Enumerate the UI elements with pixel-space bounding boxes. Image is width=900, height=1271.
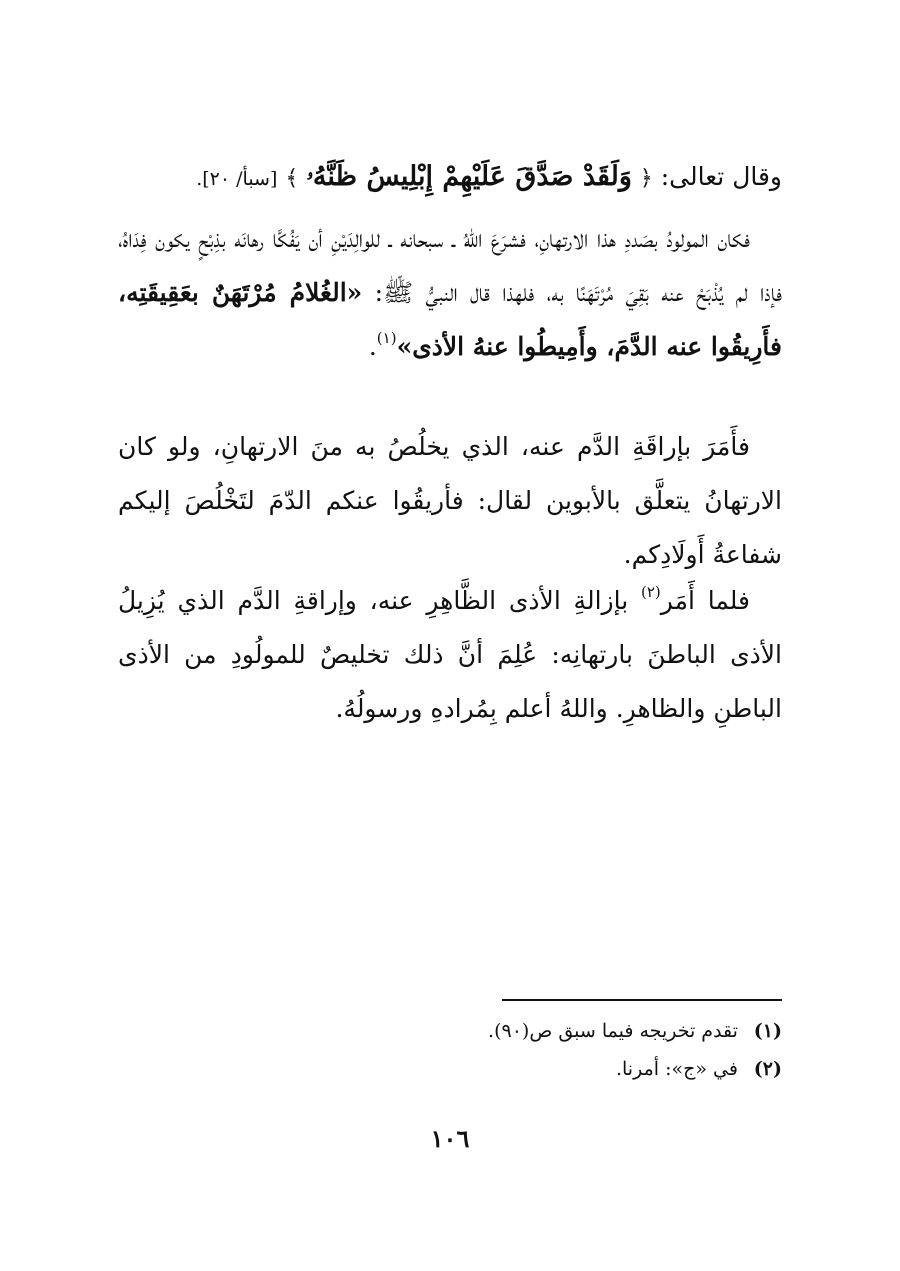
verse-reference: [سبأ/ ٢٠]. [196, 168, 278, 190]
footnote-item [118, 1050, 782, 1088]
footnote-ref-1[interactable]: (١) [376, 329, 397, 347]
footnote-text: في «ج»: أمرنا. [615, 1058, 738, 1080]
quran-citation-line [118, 150, 782, 206]
verse-open-bracket: ﴿ [639, 166, 653, 191]
paragraph-2 [118, 420, 782, 582]
paragraph-3-text-a: فلما أَمَر [660, 586, 751, 615]
paragraph-3-text-b: بإزالةِ الأذى الظَّاهِرِ عنه، وإراقةِ الدَّم الذي يُزِيلُ الأذى الباطنَ بارتهانِه: عُلِمَ أنَّ ذلك تخليصٌ للمولُودِ من الأذى الباطنِ والظاهرِ. واللهُ أعلم بِمُرادهِ ورسولُهُ. [118, 586, 782, 723]
footnote-number: (١) [753, 1020, 782, 1042]
footnote-separator [502, 999, 782, 1001]
footnote-number: (٢) [753, 1058, 782, 1080]
intro-lead: وقال تعالى: [660, 162, 782, 191]
quran-verse: وَلَقَدْ صَدَّقَ عَلَيْهِمْ إِبْلِيسُ ظَنَّهُۥ [306, 161, 632, 192]
paragraph-3 [118, 574, 782, 736]
footnotes [118, 1012, 782, 1088]
paragraph-1-end: . [368, 332, 377, 361]
paragraph-2-text: فأَمَرَ بإراقَةِ الدَّم عنه، الذي يخلُصُ به منَ الارتهانِ، ولو كان الارتهانُ يتعلَّق بالأبوين لقال: فأريقُوا عنكم الدّمَ لتَخْلُصَ إليكم شفاعةُ أَولَادِكم. [118, 432, 782, 569]
paragraph-1-text: فكان المولودُ بصَددِ هذا الارتهانِ، فشرَعَ اللهُ ـ سبحانه ـ للوالِدَيْنِ أن يَفُكَّا رهانَه بذِبْحٍ يكون فِدَاهُ، فإذا لم يُذْبَحْ عنه بَقِيَ مُرْتَهَنًا به، فلهذا قال النبيُّ ﷺ: [118, 224, 782, 307]
verse-close-bracket: ﴾ [285, 166, 299, 191]
page-number: ١٠٦ [430, 1124, 470, 1153]
footnote-text: تقدم تخريجه فيما سبق ص(٩٠). [488, 1020, 738, 1042]
footnote-ref-2[interactable]: (٢) [641, 583, 661, 601]
hadith-quote: «الغُلامُ مُرْتَهَنٌ بعَقِيقَتِه، فأَرِيقُوا عنه الدَّمَ، وأَمِيطُوا عنهُ الأذى» [118, 278, 782, 361]
paragraph-1 [118, 212, 782, 374]
footnote-item [118, 1012, 782, 1050]
